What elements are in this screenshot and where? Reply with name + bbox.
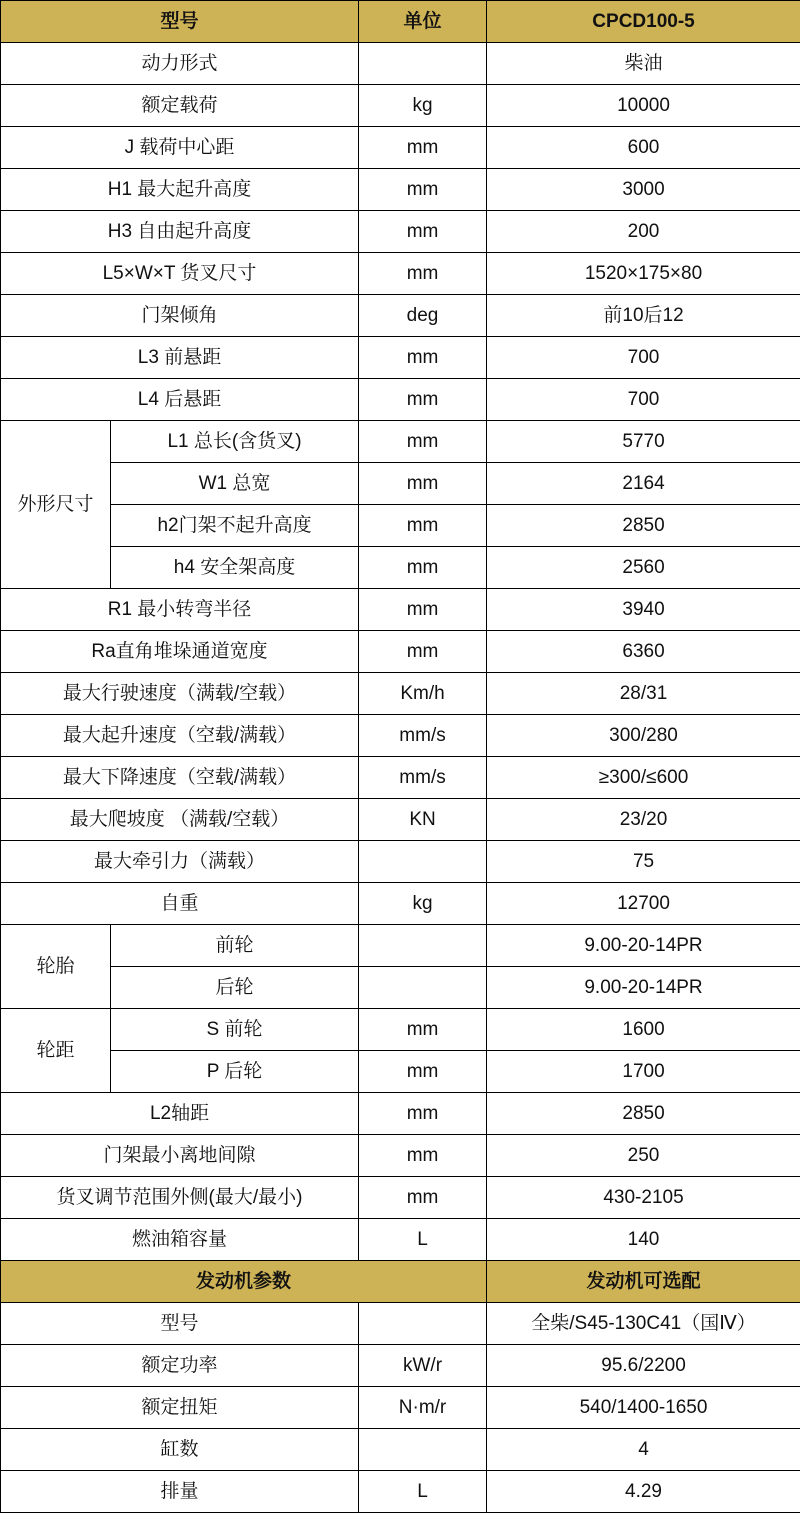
table-row-track (1, 1051, 800, 1093)
table-row (1, 1177, 800, 1219)
table-row (1, 295, 800, 337)
table-row-dimensions (1, 463, 800, 505)
table-row-engine (1, 1429, 800, 1471)
row-unit: mm (359, 1051, 487, 1093)
header-model-value: CPCD100-5 (487, 1, 800, 43)
row-unit (359, 841, 487, 883)
group-label-tire: 轮胎 (1, 925, 111, 1009)
header-model-label: 型号 (1, 1, 359, 43)
row-value: 全柴/S45-130C41（国Ⅳ） (487, 1303, 800, 1345)
row-unit: mm (359, 1093, 487, 1135)
row-unit: mm (359, 211, 487, 253)
table-row (1, 799, 800, 841)
table-row (1, 589, 800, 631)
row-unit: mm (359, 253, 487, 295)
row-unit: L (359, 1219, 487, 1261)
engine-section-value-title: 发动机可选配 (487, 1261, 800, 1303)
row-unit: mm (359, 127, 487, 169)
row-value: ≥300/≤600 (487, 757, 800, 799)
row-value: 4.29 (487, 1471, 800, 1513)
row-label: 最大行驶速度（满载/空载） (1, 673, 359, 715)
row-unit: L (359, 1471, 487, 1513)
row-unit (359, 43, 487, 85)
row-unit: mm (359, 337, 487, 379)
table-row-dimensions (1, 505, 800, 547)
row-unit (359, 925, 487, 967)
row-value: 2164 (487, 463, 800, 505)
row-label: J 载荷中心距 (1, 127, 359, 169)
table-row-engine (1, 1387, 800, 1429)
table-row (1, 211, 800, 253)
row-unit: mm (359, 1135, 487, 1177)
row-unit: kg (359, 883, 487, 925)
row-label: L4 后悬距 (1, 379, 359, 421)
row-value: 4 (487, 1429, 800, 1471)
row-value: 3940 (487, 589, 800, 631)
group-label-dimensions: 外形尺寸 (1, 421, 111, 589)
table-row-engine (1, 1471, 800, 1513)
table-row-engine (1, 1303, 800, 1345)
row-label: 货叉调节范围外侧(最大/最小) (1, 1177, 359, 1219)
header-unit-label: 单位 (359, 1, 487, 43)
row-value: 1520×175×80 (487, 253, 800, 295)
group-label-track: 轮距 (1, 1009, 111, 1093)
row-value: 9.00-20-14PR (487, 967, 800, 1009)
row-value: 540/1400-1650 (487, 1387, 800, 1429)
row-label: 后轮 (111, 967, 359, 1009)
row-unit: mm (359, 505, 487, 547)
row-unit: Km/h (359, 673, 487, 715)
row-label: 最大牵引力（满载） (1, 841, 359, 883)
row-unit: KN (359, 799, 487, 841)
row-label: S 前轮 (111, 1009, 359, 1051)
row-label: L2轴距 (1, 1093, 359, 1135)
row-value: 9.00-20-14PR (487, 925, 800, 967)
row-label: H3 自由起升高度 (1, 211, 359, 253)
row-unit: mm (359, 589, 487, 631)
row-label: 最大爬坡度 （满载/空载） (1, 799, 359, 841)
row-label: 自重 (1, 883, 359, 925)
row-value: 28/31 (487, 673, 800, 715)
row-label: 门架最小离地间隙 (1, 1135, 359, 1177)
row-value: 300/280 (487, 715, 800, 757)
table-row-tire (1, 925, 800, 967)
row-value: 23/20 (487, 799, 800, 841)
table-row-engine (1, 1345, 800, 1387)
table-row (1, 43, 800, 85)
row-unit (359, 1429, 487, 1471)
row-value: 430-2105 (487, 1177, 800, 1219)
row-unit: mm (359, 1177, 487, 1219)
table-row (1, 715, 800, 757)
row-unit (359, 1303, 487, 1345)
row-unit: mm (359, 169, 487, 211)
row-label: 前轮 (111, 925, 359, 967)
row-unit: mm (359, 1009, 487, 1051)
row-value: 95.6/2200 (487, 1345, 800, 1387)
table-row (1, 757, 800, 799)
table-row-track (1, 1009, 800, 1051)
row-label: L3 前悬距 (1, 337, 359, 379)
row-unit: deg (359, 295, 487, 337)
row-value: 前10后12 (487, 295, 800, 337)
row-label: Ra直角堆垛通道宽度 (1, 631, 359, 673)
row-unit (359, 967, 487, 1009)
row-value: 700 (487, 379, 800, 421)
row-value: 3000 (487, 169, 800, 211)
row-unit: kg (359, 85, 487, 127)
row-label: 最大下降速度（空载/满载） (1, 757, 359, 799)
row-label: 型号 (1, 1303, 359, 1345)
row-label: P 后轮 (111, 1051, 359, 1093)
row-label: L1 总长(含货叉) (111, 421, 359, 463)
row-unit: mm (359, 463, 487, 505)
table-row (1, 169, 800, 211)
row-unit: mm (359, 631, 487, 673)
table-row-tire (1, 967, 800, 1009)
row-unit: mm/s (359, 715, 487, 757)
row-value: 10000 (487, 85, 800, 127)
row-label: 燃油箱容量 (1, 1219, 359, 1261)
row-label: L5×W×T 货叉尺寸 (1, 253, 359, 295)
row-unit: mm/s (359, 757, 487, 799)
table-row (1, 1093, 800, 1135)
table-row (1, 1219, 800, 1261)
row-unit: N·m/r (359, 1387, 487, 1429)
row-label: 额定扭矩 (1, 1387, 359, 1429)
table-row (1, 631, 800, 673)
row-label: R1 最小转弯半径 (1, 589, 359, 631)
row-value: 6360 (487, 631, 800, 673)
table-row (1, 379, 800, 421)
row-value: 700 (487, 337, 800, 379)
row-label: 动力形式 (1, 43, 359, 85)
table-row-dimensions (1, 421, 800, 463)
engine-section-header-row (1, 1261, 800, 1303)
row-label: 排量 (1, 1471, 359, 1513)
row-label: 最大起升速度（空载/满载） (1, 715, 359, 757)
table-row (1, 337, 800, 379)
table-row (1, 883, 800, 925)
row-label: h2门架不起升高度 (111, 505, 359, 547)
row-label: 门架倾角 (1, 295, 359, 337)
table-row (1, 673, 800, 715)
row-value: 2850 (487, 505, 800, 547)
row-label: H1 最大起升高度 (1, 169, 359, 211)
row-value: 2850 (487, 1093, 800, 1135)
row-value: 1700 (487, 1051, 800, 1093)
table-body (1, 1, 800, 1513)
row-value: 200 (487, 211, 800, 253)
row-value: 600 (487, 127, 800, 169)
table-header-row (1, 1, 800, 43)
row-unit: mm (359, 547, 487, 589)
row-value: 柴油 (487, 43, 800, 85)
row-value: 2560 (487, 547, 800, 589)
row-label: h4 安全架高度 (111, 547, 359, 589)
row-value: 250 (487, 1135, 800, 1177)
table-row (1, 1135, 800, 1177)
row-label: 额定功率 (1, 1345, 359, 1387)
row-label: 额定载荷 (1, 85, 359, 127)
engine-section-title: 发动机参数 (1, 1261, 487, 1303)
table-row (1, 85, 800, 127)
row-unit: mm (359, 379, 487, 421)
row-value: 5770 (487, 421, 800, 463)
row-unit: kW/r (359, 1345, 487, 1387)
row-label: W1 总宽 (111, 463, 359, 505)
row-value: 12700 (487, 883, 800, 925)
table-row (1, 127, 800, 169)
row-value: 140 (487, 1219, 800, 1261)
row-unit: mm (359, 421, 487, 463)
table-row (1, 841, 800, 883)
row-label: 缸数 (1, 1429, 359, 1471)
row-value: 75 (487, 841, 800, 883)
table-row (1, 253, 800, 295)
row-value: 1600 (487, 1009, 800, 1051)
table-row-dimensions (1, 547, 800, 589)
